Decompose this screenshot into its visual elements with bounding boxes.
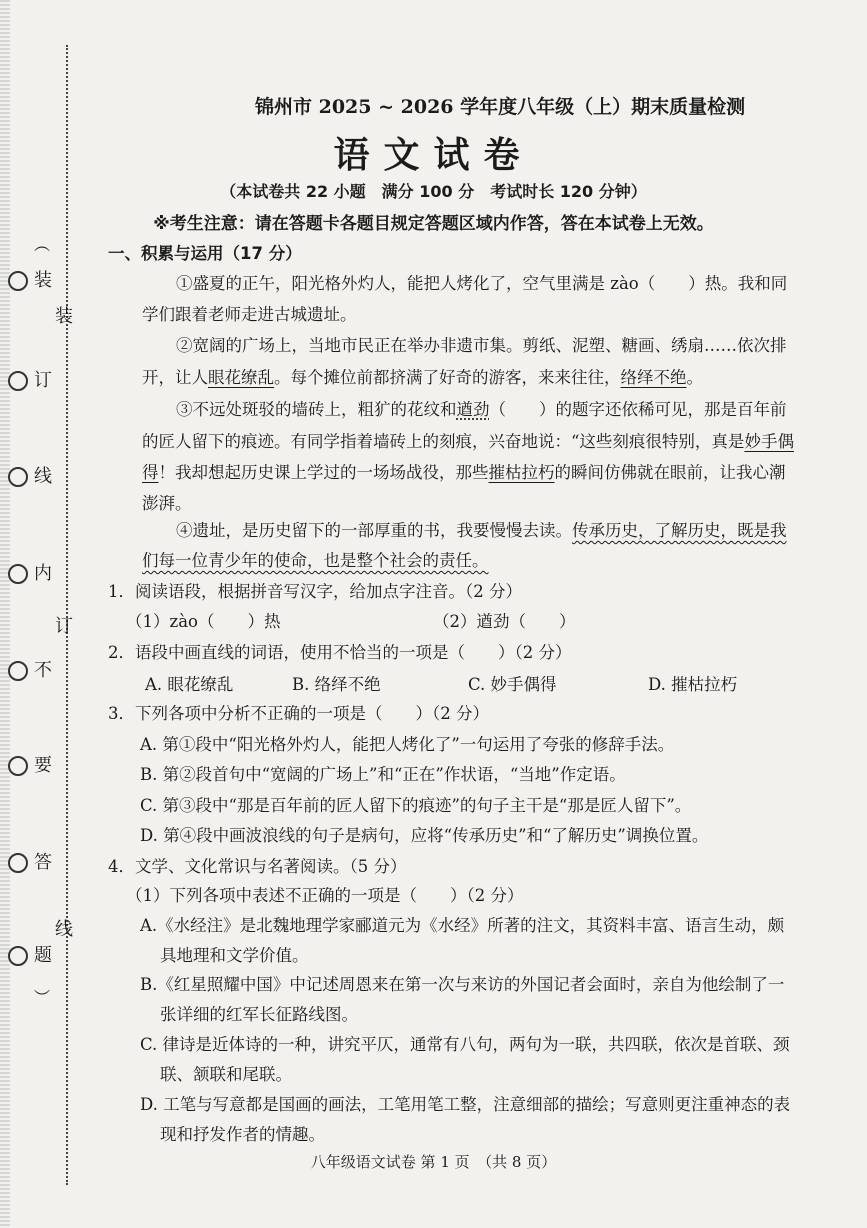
binding-paren-close: ︶ — [34, 988, 51, 1007]
q4-option-a-cont: 具地理和文学价值。 — [160, 946, 309, 965]
circle-icon — [8, 371, 28, 391]
binding-label-da: 答 — [8, 853, 52, 873]
binding-label-yao: 要 — [8, 756, 52, 776]
underlined-word: 络绎不绝 — [620, 368, 687, 387]
q4-sub-1: （1）下列各项中表述不正确的一项是（ ）（2 分） — [126, 886, 524, 905]
wavy-sentence: 们每一位青少年的使命，也是整个社会的责任。 — [142, 551, 489, 570]
q1-blank-a: （1）zào（ ）热 — [126, 612, 281, 631]
passage-line: ②宽阔的广场上，当地市民正在举办非遗市集。剪纸、泥塑、糖画、绣扇……依次排 — [176, 336, 787, 355]
q4-option-c-cont: 联、颔联和尾联。 — [160, 1065, 292, 1084]
circle-icon — [8, 271, 28, 291]
dotted-word: 遒劲 — [456, 400, 490, 419]
binding-label-ti: 题 — [8, 946, 52, 966]
passage-line: 澎湃。 — [142, 494, 192, 513]
page-footer: 八年级语文试卷 第 1 页 （共 8 页） — [310, 1153, 557, 1171]
passage-line: 的匠人留下的痕迹。有同学指着墙砖上的刻痕，兴奋地说：“这些刻痕很特别，真是妙手偶 — [142, 432, 794, 451]
q4-option-d-cont: 现和抒发作者的情趣。 — [160, 1125, 325, 1144]
wavy-sentence: 传承历史，了解历史，既是我 — [572, 521, 787, 540]
underlined-word: 摧枯拉朽 — [488, 463, 555, 482]
q2-option-b: B. 络绎不绝 — [292, 675, 381, 694]
exam-info: （本试卷共 22 小题 满分 100 分 考试时长 120 分钟） — [220, 182, 647, 201]
circle-icon — [8, 661, 28, 681]
circle-icon — [8, 467, 28, 487]
q4-option-b-cont: 张详细的红军长征路线图。 — [160, 1005, 358, 1024]
question-1: 1．阅读语段，根据拼音写汉字，给加点字注音。（2 分） — [108, 582, 522, 601]
underlined-word: 眼花缭乱 — [208, 368, 274, 387]
circle-icon — [8, 564, 28, 584]
q3-option-a: A. 第①段中“阳光格外灼人，能把人烤化了”一句运用了夸张的修辞手法。 — [140, 735, 675, 754]
binding-label-xian: 线 — [8, 467, 52, 487]
binding-label-ding: 订 — [8, 371, 52, 391]
binding-side-xian: 线 — [55, 919, 73, 940]
exam-notice: ※考生注意：请在答题卡各题目规定答题区域内作答，答在本试卷上无效。 — [153, 214, 714, 234]
question-3: 3．下列各项中分析不正确的一项是（ ）（2 分） — [108, 704, 489, 723]
passage-line: 得！我却想起历史课上学过的一场场战役，那些摧枯拉朽的瞬间仿佛就在眼前，让我心潮 — [142, 463, 786, 482]
exam-title: 语文试卷 — [333, 135, 534, 176]
q1-blank-b: （2）遒劲（ ） — [433, 612, 576, 631]
q3-option-d: D. 第④段中画波浪线的句子是病句，应将“传承历史”和“了解历史”调换位置。 — [140, 826, 709, 845]
exam-subtitle: 锦州市 2025 ~ 2026 学年度八年级（上）期末质量检测 — [255, 96, 746, 118]
passage-line: ③不远处斑驳的墙砖上，粗犷的花纹和遒劲（ ）的题字还依稀可见，那是百年前 — [176, 400, 787, 419]
passage-line: 学们跟着老师走进古城遗址。 — [142, 305, 357, 324]
q3-option-b: B. 第②段首句中“宽阔的广场上”和“正在”作状语，“当地”作定语。 — [140, 765, 626, 784]
q4-option-c: C. 律诗是近体诗的一种，讲究平仄，通常有八句，两句为一联，共四联，依次是首联、颈 — [140, 1035, 790, 1054]
binding-label-nei: 内 — [8, 564, 52, 584]
question-2: 2．语段中画直线的词语，使用不恰当的一项是（ ）（2 分） — [108, 643, 572, 662]
circle-icon — [8, 853, 28, 873]
passage-line: ④遗址，是历史留下的一部厚重的书，我要慢慢去读。传承历史，了解历史，既是我 — [176, 521, 787, 540]
question-4: 4．文学、文化常识与名著阅读。（5 分） — [108, 857, 407, 876]
binding-side-zhuang: 装 — [55, 306, 73, 327]
q4-option-a: A.《水经注》是北魏地理学家郦道元为《水经》所著的注文，其资料丰富、语言生动，颇 — [140, 916, 785, 935]
binding-label-bu: 不 — [8, 661, 52, 681]
passage-line: ①盛夏的正午，阳光格外灼人，能把人烤化了，空气里满是 zào（ ）热。我和同 — [176, 274, 788, 293]
underlined-word: 妙手偶 — [744, 432, 794, 451]
binding-side-ding: 订 — [55, 616, 73, 637]
q2-option-a: A. 眼花缭乱 — [145, 675, 234, 694]
q2-option-c: C. 妙手偶得 — [468, 675, 557, 694]
circle-icon — [8, 756, 28, 776]
section-heading: 一、积累与运用（17 分） — [108, 244, 302, 263]
q3-option-c: C. 第③段中“那是百年前的匠人留下的痕迹”的句子主干是“那是匠人留下”。 — [140, 796, 692, 815]
passage-line — [142, 549, 489, 573]
circle-icon — [8, 946, 28, 966]
q2-option-d: D. 摧枯拉朽 — [648, 675, 738, 694]
binding-label-zhuang: 装 — [8, 271, 52, 291]
passage-line: 开，让人眼花缭乱。每个摊位前都挤满了好奇的游客，来来往往，络绎不绝。 — [142, 368, 703, 387]
q4-option-d: D. 工笔与写意都是国画的画法，工笔用笔工整，注意细部的描绘；写意则更注重神态的表 — [140, 1095, 791, 1114]
q4-option-b: B.《红星照耀中国》中记述周恩来在第一次与来访的外国记者会面时，亲自为他绘制了一 — [140, 975, 785, 994]
binding-paren-open: ︵ — [34, 235, 51, 254]
